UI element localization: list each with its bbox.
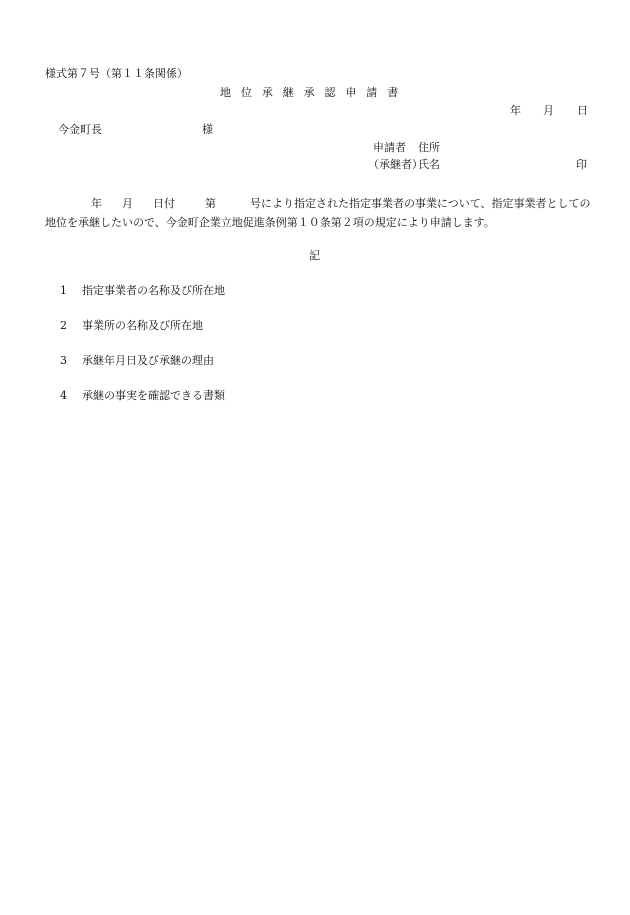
body-year: 年 [91, 197, 102, 210]
item-number: 1 [60, 284, 67, 297]
body-day: 日付 [153, 197, 175, 210]
item-number: 3 [60, 354, 67, 367]
addressee-name: 今金町長 [58, 123, 102, 136]
addressee-honorific: 様 [202, 123, 213, 136]
item-text: 承継年月日及び承継の理由 [82, 354, 214, 367]
item-text: 指定事業者の名称及び所在地 [82, 284, 225, 297]
successor-label: （承継者） [368, 158, 423, 171]
list-item [60, 389, 225, 403]
date-day-label: 日 [577, 104, 588, 117]
name-label: 氏名 [418, 158, 440, 171]
list-item [60, 284, 225, 298]
list-item [60, 319, 203, 333]
item-number: 2 [60, 319, 67, 332]
form-number: 様式第７号（第１１条関係） [45, 67, 188, 80]
seal-label: 印 [576, 158, 587, 171]
item-text: 事業所の名称及び所在地 [82, 319, 203, 332]
applicant-label: 申請者 [373, 141, 406, 154]
list-item [60, 354, 214, 368]
date-month-label: 月 [543, 104, 554, 117]
ki-heading: 記 [309, 249, 320, 262]
address-label: 住所 [418, 141, 440, 154]
body-paragraph [45, 194, 593, 232]
body-text: 号により指定された指定事業者の事業について、指定事業者としての地位を承継したいので、今金町企業立地促進条例第１０条第２項の規定により申請します。 [45, 197, 591, 229]
date-year-label: 年 [510, 104, 521, 117]
item-number: 4 [60, 389, 67, 402]
item-text: 承継の事実を確認できる書類 [82, 389, 225, 402]
document-title: 地位承継承認申請書 [220, 86, 409, 99]
body-dai: 第 [205, 197, 216, 210]
body-month: 月 [122, 197, 133, 210]
